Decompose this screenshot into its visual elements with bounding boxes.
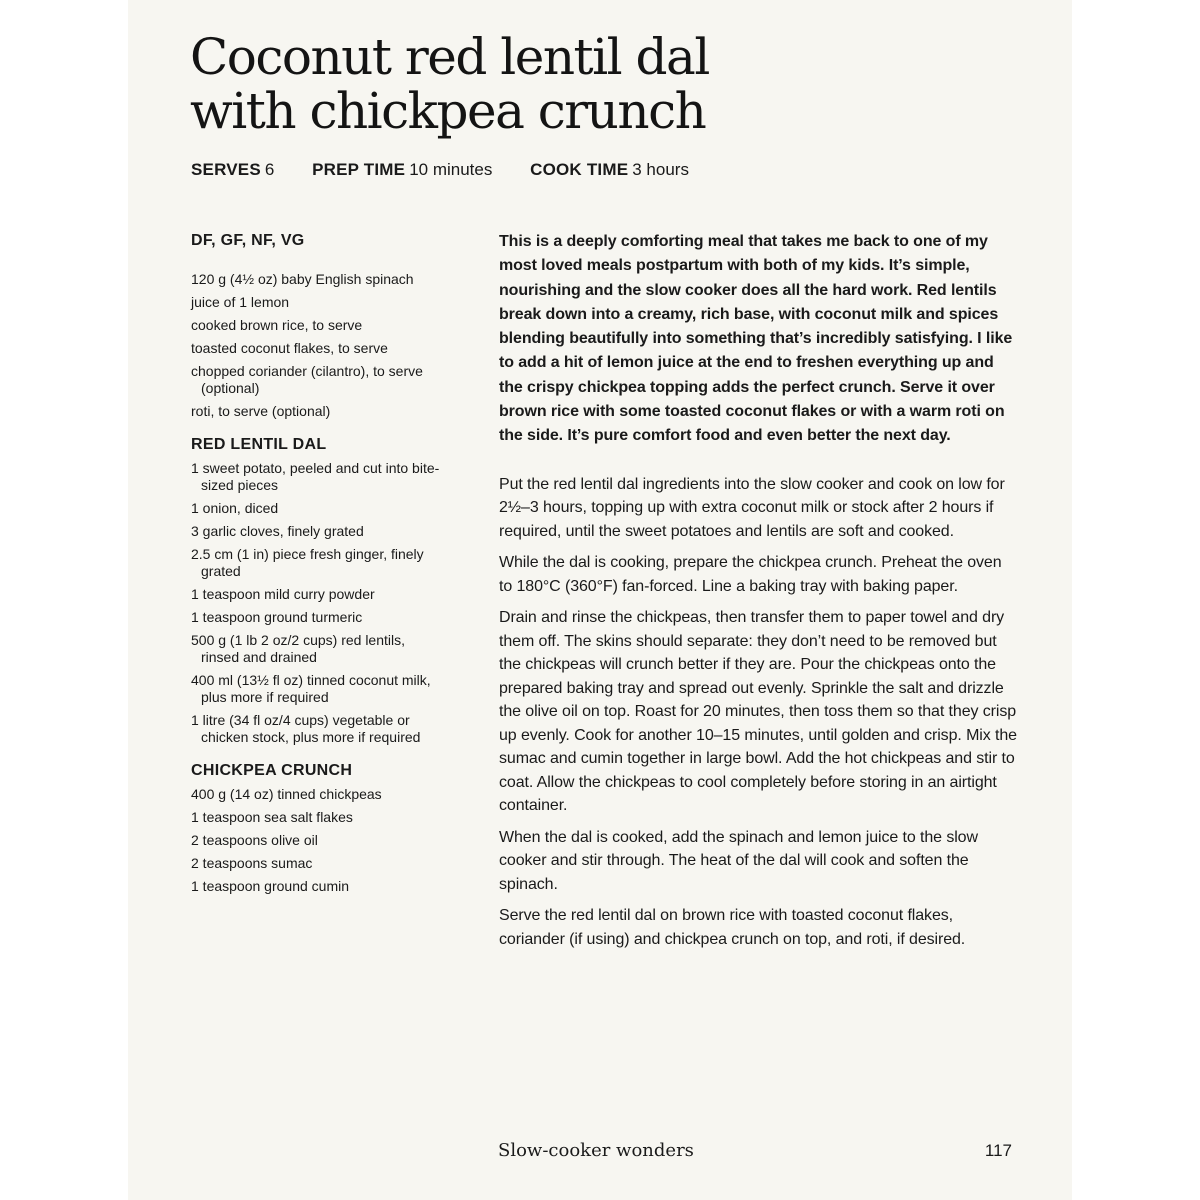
title-line-2: with chickpea crunch xyxy=(190,82,706,140)
prep-time-value: 10 minutes xyxy=(409,160,493,179)
method-paragraph: Serve the red lentil dal on brown rice with toasted coconut flakes, coriander (if using) and chickpea crunch on top, and roti, if desired. xyxy=(499,907,966,948)
ingredient-item: 500 g (1 lb 2 oz/2 cups) red lentils, rinsed and drained xyxy=(191,632,406,665)
ingredient-item: toasted coconut flakes, to serve xyxy=(191,340,388,356)
ingredient-item: chopped coriander (cilantro), to serve (optional) xyxy=(191,363,423,396)
chickpea-crunch-heading: CHICKPEA CRUNCH xyxy=(191,762,353,779)
ingredient-item: 2.5 cm (1 in) piece fresh ginger, finely grated xyxy=(191,546,424,579)
ingredient-item: roti, to serve (optional) xyxy=(191,403,331,419)
method-paragraph: When the dal is cooked, add the spinach and lemon juice to the slow cooker and stir through. The heat of the dal will cook and soften the spinach. xyxy=(499,828,978,893)
ingredient-item: 1 teaspoon mild curry powder xyxy=(191,586,375,602)
recipe-title xyxy=(190,30,950,138)
ingredient-item: 2 teaspoons olive oil xyxy=(191,832,318,848)
serves-label: SERVES xyxy=(191,160,261,179)
ingredient-item: 1 teaspoon sea salt flakes xyxy=(191,809,353,825)
method-paragraph: Drain and rinse the chickpeas, then transfer them to paper towel and dry them off. The skins should separate: they don’t need to be removed but the chickpeas will crunch better if they are. Pour the chickpeas onto the prepared baking tray and spread out evenly. Sprinkle the salt and drizzle the olive oil on top. Roast for 20 minutes, then toss them so that they crisp up evenly. Cook for another 10–15 minutes, until golden and crisp. Mix the sumac and cumin together in large bowl. Add the hot chickpeas and stir to coat. Allow the chickpeas to cool completely before storing in an airtight container. xyxy=(499,609,1017,815)
prep-time-info xyxy=(312,160,492,179)
ingredient-item: 120 g (4½ oz) baby English spinach xyxy=(191,271,414,287)
recipe-meta xyxy=(191,160,722,180)
ingredient-item: cooked brown rice, to serve xyxy=(191,317,363,333)
cook-time-label: COOK TIME xyxy=(530,160,629,179)
method-paragraph: Put the red lentil dal ingredients into the slow cooker and cook on low for 2½–3 hours, topping up with extra coconut milk or stock after 2 hours if required, until the sweet potatoes and lentils are soft and cooked. xyxy=(499,475,1005,540)
page-number: 117 xyxy=(984,1141,1012,1160)
title-line-1: Coconut red lentil dal xyxy=(190,28,709,86)
cook-time-info xyxy=(530,160,689,179)
recipe-page xyxy=(128,0,1072,1200)
serves-value: 6 xyxy=(264,160,275,179)
dietary-tags: DF, GF, NF, VG xyxy=(191,232,305,249)
ingredients-main-list xyxy=(191,271,441,420)
chickpea-crunch-list xyxy=(191,786,441,895)
method-steps xyxy=(499,473,1017,952)
ingredient-item: 1 teaspoon ground turmeric xyxy=(191,609,363,625)
recipe-intro: This is a deeply comforting meal that takes me back to one of my most loved meals postpartum with both of my kids. It’s simple, nourishing and the slow cooker does all the hard work. Red lentils break down into a creamy, rich base, with coconut milk and spices blending beautifully into something that’s incredibly satisfying. I like to add a hit of lemon juice at the end to freshen everything up and the crispy chickpea topping adds the perfect crunch. Serve it over brown rice with some toasted coconut flakes or with a warm roti on the side. It’s pure comfort food and even better the next day. xyxy=(499,233,1013,445)
ingredient-item: 1 teaspoon ground cumin xyxy=(191,878,349,894)
ingredient-item: juice of 1 lemon xyxy=(191,294,290,310)
red-lentil-dal-list xyxy=(191,460,441,746)
ingredient-item: 400 ml (13½ fl oz) tinned coconut milk, plus more if required xyxy=(191,672,431,705)
ingredient-item: 3 garlic cloves, finely grated xyxy=(191,523,364,539)
chapter-title: Slow-cooker wonders xyxy=(498,1140,694,1161)
ingredient-item: 1 sweet potato, peeled and cut into bite-sized pieces xyxy=(191,460,440,493)
method-paragraph: While the dal is cooking, prepare the chickpea crunch. Preheat the oven to 180°C (360°F) fan-forced. Line a baking tray with baking paper. xyxy=(499,554,1002,595)
ingredient-item: 1 litre (34 fl oz/4 cups) vegetable or chicken stock, plus more if required xyxy=(191,712,421,745)
ingredients-column xyxy=(191,232,441,901)
cook-time-value: 3 hours xyxy=(632,160,689,179)
ingredient-item: 400 g (14 oz) tinned chickpeas xyxy=(191,786,382,802)
method-column xyxy=(499,230,1017,959)
red-lentil-dal-heading: RED LENTIL DAL xyxy=(191,436,327,453)
ingredient-item: 2 teaspoons sumac xyxy=(191,855,313,871)
prep-time-label: PREP TIME xyxy=(312,160,406,179)
serves-info xyxy=(191,160,274,179)
ingredient-item: 1 onion, diced xyxy=(191,500,279,516)
